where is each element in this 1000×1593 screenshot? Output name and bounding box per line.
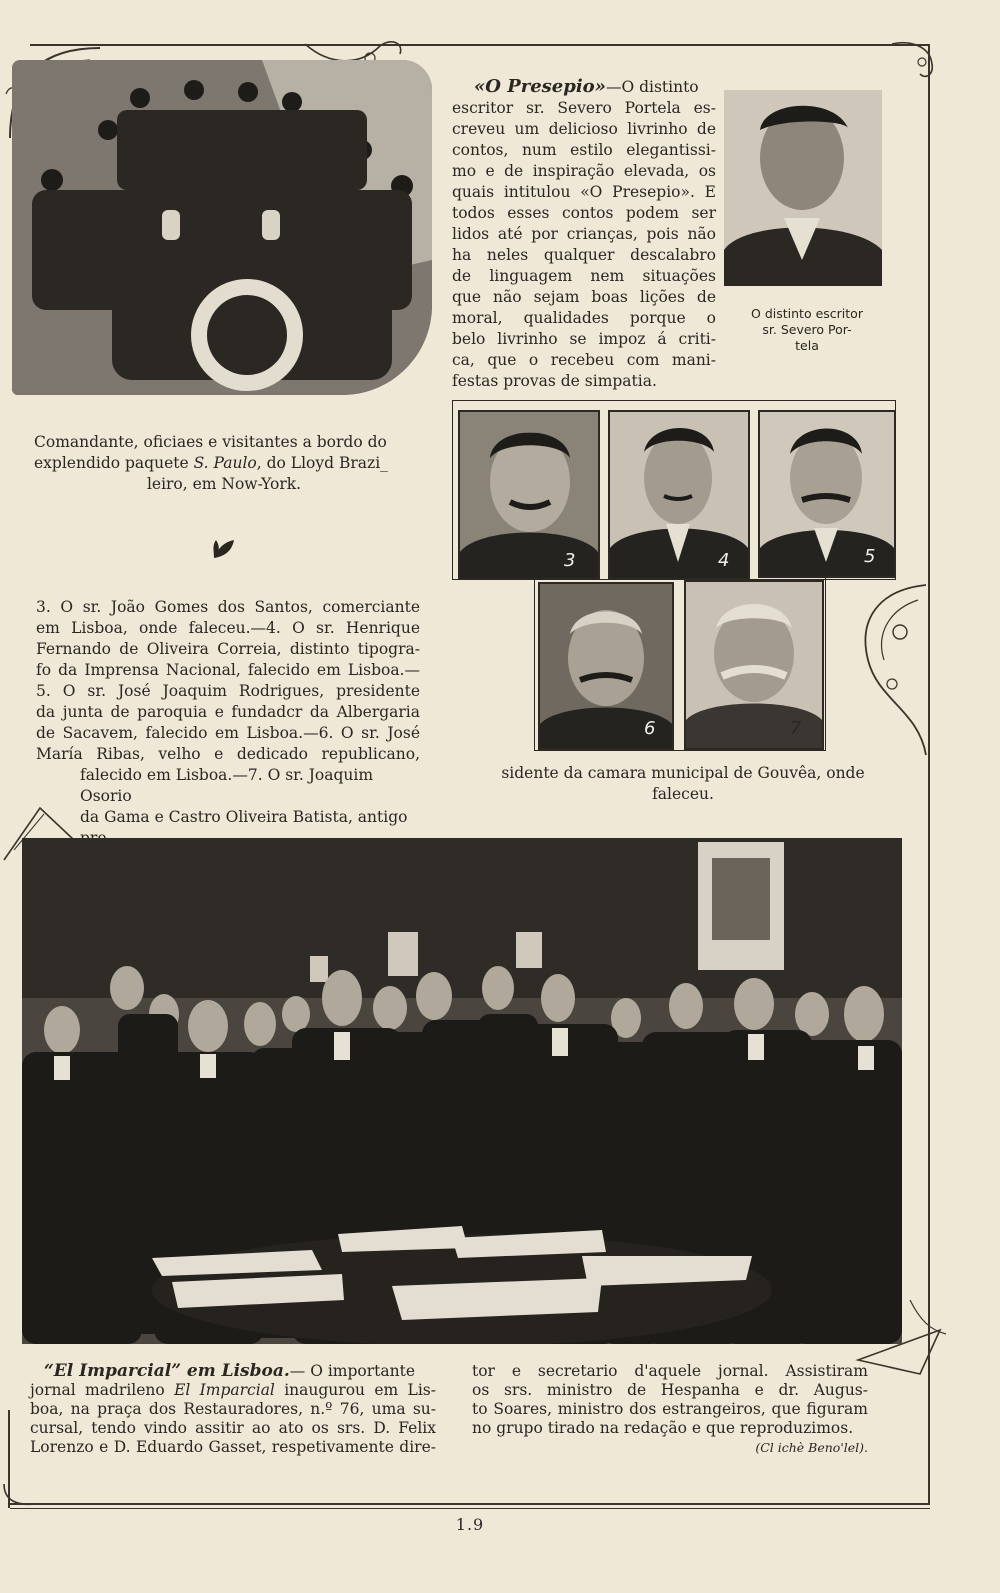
caption-line: sr. Severo Por- [762,322,852,337]
corner-flourish-icon [0,1480,40,1510]
obituary-line: de Sacavem, falecido em Lisboa.—6. O sr. José [36,724,420,742]
portrait-3 [458,410,600,580]
obituary-line: 3. O sr. João Gomes dos Santos, comerciante [36,598,420,616]
article-line: to Soares, ministro dos estrangeiros, que figuram [472,1400,868,1418]
frame-bottom-rule-thin [10,1508,930,1509]
caption-line: tela [795,338,819,353]
article-line: contos, num estilo elegantissi- [452,141,716,159]
article-line: inaugurou em Lis- [284,1381,436,1399]
caption-line: leiro, em Now-York. [146,475,302,493]
portrait-number: 4 [718,550,730,571]
caption-line: , do Lloyd Brazi_ [256,454,388,472]
obituary-line: Fernando de Oliveira Correia, distinto tipogra- [36,640,420,658]
frame-right-rule [928,44,930,1504]
article-line: cursal, tendo vindo assitir ao ato os srs. D. Felix [30,1419,436,1437]
page-number: 1.9 [455,1515,485,1534]
ship-name: S. Paulo [193,454,257,472]
leaf-ornament-icon [210,538,238,562]
portrait-number: 6 [644,718,656,739]
photo-credit: (Cl ichè Beno'lel). [755,1440,868,1455]
ship-group-photo [12,60,432,395]
el-imparcial-group-photo [22,838,902,1344]
article-title: “El Imparcial” em Lisboa. [44,1361,290,1381]
portrait-7 [684,580,824,750]
imparcial-article-left [30,1362,436,1457]
article-line: jornal madrileno [30,1381,165,1399]
presepio-article [452,76,716,392]
article-line: que não sejam boas lições de [452,288,716,306]
article-line: ha neles qualquer descalabro [452,246,716,264]
ship-photo-caption [34,432,414,495]
article-line: ca, que o recebeu com mani- [452,351,716,369]
severo-portela-portrait [724,90,882,286]
corner-flourish-icon [848,580,930,760]
obituary-line: sidente da camara municipal de Gouvêa, onde [501,764,865,782]
article-line: escritor sr. Severo Portela es- [452,99,716,117]
article-line: quais intitulou «O Presepio». E [452,183,716,201]
frame-bottom-rule [10,1503,930,1505]
article-line: todos esses contos podem ser [452,204,716,222]
article-line: belo livrinho se impoz á criti- [452,330,716,348]
caption-line: explendido paquete [34,454,189,472]
obituary-line: falecido em Lisboa.—7. O sr. Joaquim Osorio [80,766,374,805]
portrait-caption [732,306,882,354]
caption-line: O distinto escritor [751,306,863,321]
article-line: moral, qualidades porque o [452,309,716,327]
article-line: os srs. ministro de Hespanha e dr. Augus- [472,1381,868,1399]
article-line: tor e secretario d'aquele jornal. Assistiram [472,1362,868,1380]
article-line: mo e de inspiração elevada, os [452,162,716,180]
article-line: de linguagem nem situações [452,267,716,285]
newspaper-name: El Imparcial [174,1381,275,1399]
article-line: —O distinto [605,78,699,96]
corner-flourish-icon [890,34,940,84]
portrait-number: 7 [790,718,802,739]
obituary-list [36,597,420,849]
portrait-number: 5 [864,546,876,567]
obituary-line: da Gama e Castro Oliveira Batista, antigo [80,808,408,826]
article-line: boa, na praça dos Restauradores, n.º 76, uma su- [30,1400,436,1418]
article-line: — O importante [289,1362,415,1380]
article-line: no grupo tirado na redação e que reproduzimos. [472,1419,854,1437]
article-line: festas provas de simpatia. [452,372,657,390]
portrait-4 [608,410,750,580]
portrait-6 [538,582,674,750]
obituary-continuation [488,763,878,805]
frame-top-rule [30,44,930,46]
obituary-line: em Lisboa, onde faleceu.—4. O sr. Henrique [36,619,420,637]
article-line: lidos até por crianças, pois não [452,225,716,243]
article-title: «O Presepio» [474,76,606,97]
imparcial-article-right [472,1362,868,1457]
obituary-line: María Ribas, velho e dedicado republicano, [36,745,420,763]
portrait-5 [758,410,896,578]
obituary-line: da junta de paroquia e fundadcr da Albergaria [36,703,420,721]
portrait-number: 3 [564,550,576,571]
article-line: Lorenzo e D. Eduardo Gasset, respetivamente dire- [30,1438,436,1456]
obituary-line: fo da Imprensa Nacional, falecido em Lisboa.— [36,661,420,679]
caption-line: Comandante, oficiaes e visitantes a bordo do [34,433,387,451]
obituary-line: faleceu. [652,785,714,803]
obituary-line: 5. O sr. José Joaquim Rodrigues, presidente [36,682,420,700]
article-line: creveu um delicioso livrinho de [452,120,716,138]
